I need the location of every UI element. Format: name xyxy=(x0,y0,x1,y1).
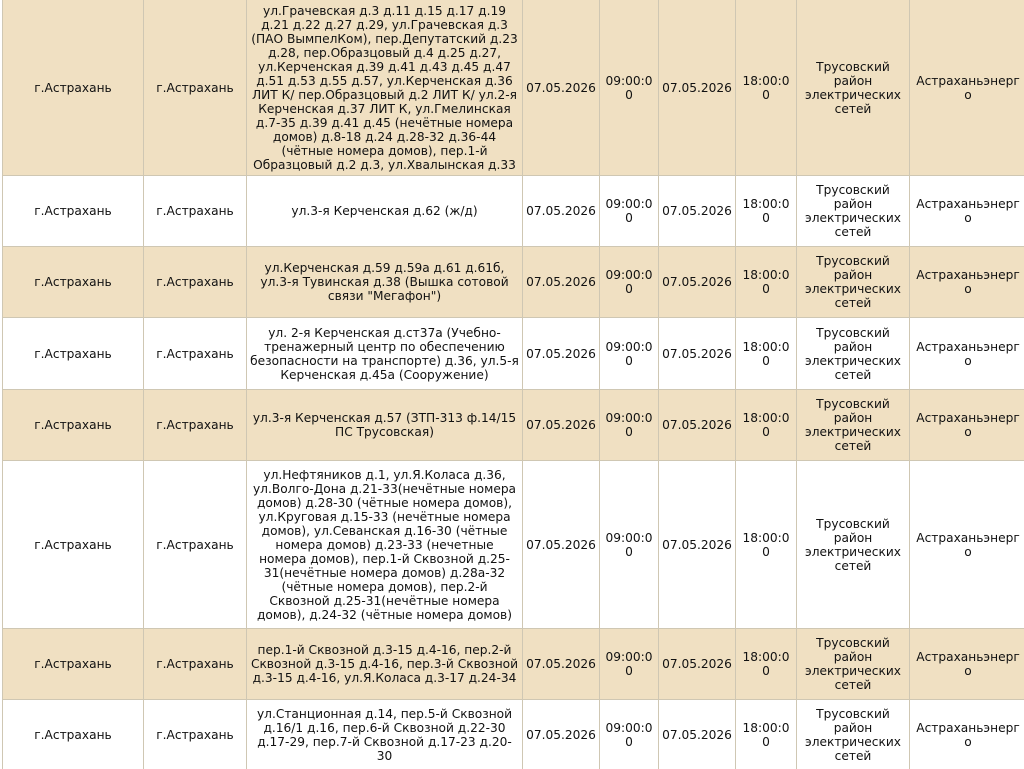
locality-cell: г.Астрахань xyxy=(144,0,247,176)
start-date-cell: 07.05.2026 xyxy=(523,247,600,318)
end-time-cell: 18:00:00 xyxy=(736,461,797,629)
district-cell: Трусовский район электрических сетей xyxy=(797,461,910,629)
locality-cell: г.Астрахань xyxy=(144,629,247,700)
region-cell: г.Астрахань xyxy=(3,629,144,700)
district-cell: Трусовский район электрических сетей xyxy=(797,318,910,390)
start-time-cell: 09:00:00 xyxy=(600,318,659,390)
region-cell: г.Астрахань xyxy=(3,390,144,461)
end-time-cell: 18:00:00 xyxy=(736,318,797,390)
start-time-cell: 09:00:00 xyxy=(600,390,659,461)
address-cell: ул.Станционная д.14, пер.5-й Сквозной д.16/1 д.16, пер.6-й Сквозной д.22-30 д.17-29, пер.7-й Сквозной д.17-23 д.20-30 xyxy=(247,700,523,769)
end-date-cell: 07.05.2026 xyxy=(659,700,736,769)
end-time-cell: 18:00:00 xyxy=(736,0,797,176)
start-time-cell: 09:00:00 xyxy=(600,461,659,629)
table-row xyxy=(3,390,1024,461)
address-cell: пер.1-й Сквозной д.3-15 д.4-16, пер.2-й Сквозной д.3-15 д.4-16, пер.3-й Сквозной д.3-15 д.4-16, ул.Я.Коласа д.3-17 д.24-34 xyxy=(247,629,523,700)
locality-cell: г.Астрахань xyxy=(144,176,247,247)
table-body xyxy=(3,0,1024,769)
outage-schedule-table xyxy=(2,0,1024,769)
table-row xyxy=(3,700,1024,769)
company-cell: Астраханьэнерго xyxy=(910,461,1024,629)
start-date-cell: 07.05.2026 xyxy=(523,629,600,700)
end-date-cell: 07.05.2026 xyxy=(659,629,736,700)
end-time-cell: 18:00:00 xyxy=(736,176,797,247)
start-time-cell: 09:00:00 xyxy=(600,629,659,700)
address-cell: ул.Грачевская д.3 д.11 д.15 д.17 д.19 д.21 д.22 д.27 д.29, ул.Грачевская д.3 (ПАО ВымпелКом), пер.Депутатский д.23 д.28, пер.Образцовый д.4 д.25 д.27, ул.Керченская д.39 д.41 д.43 д.45 д.47 д.51 д.53 д.55 д.57, ул.Керченская д.36 ЛИТ К/ пер.Образцовый д.2 ЛИТ К/ ул.2-я Керченская д.37 ЛИТ К, ул.Гмелинская д.7-35 д.39 д.41 д.45 (нечётные номера домов) д.8-18 д.24 д.28-32 д.36-44 (чётные номера домов), пер.1-й Образцовый д.2 д.3, ул.Хвалынская д.33 xyxy=(247,0,523,176)
start-date-cell: 07.05.2026 xyxy=(523,0,600,176)
start-time-cell: 09:00:00 xyxy=(600,176,659,247)
region-cell: г.Астрахань xyxy=(3,247,144,318)
locality-cell: г.Астрахань xyxy=(144,318,247,390)
address-cell: ул.3-я Керченская д.57 (ЗТП-313 ф.14/15 ПС Трусовская) xyxy=(247,390,523,461)
locality-cell: г.Астрахань xyxy=(144,700,247,769)
company-cell: Астраханьэнерго xyxy=(910,318,1024,390)
address-cell: ул.Керченская д.59 д.59а д.61 д.61б, ул.3-я Тувинская д.38 (Вышка сотовой связи "Мегафон") xyxy=(247,247,523,318)
start-date-cell: 07.05.2026 xyxy=(523,700,600,769)
region-cell: г.Астрахань xyxy=(3,461,144,629)
company-cell: Астраханьэнерго xyxy=(910,0,1024,176)
end-date-cell: 07.05.2026 xyxy=(659,176,736,247)
region-cell: г.Астрахань xyxy=(3,0,144,176)
start-time-cell: 09:00:00 xyxy=(600,247,659,318)
start-date-cell: 07.05.2026 xyxy=(523,390,600,461)
end-date-cell: 07.05.2026 xyxy=(659,247,736,318)
end-date-cell: 07.05.2026 xyxy=(659,461,736,629)
district-cell: Трусовский район электрических сетей xyxy=(797,629,910,700)
district-cell: Трусовский район электрических сетей xyxy=(797,0,910,176)
company-cell: Астраханьэнерго xyxy=(910,629,1024,700)
end-date-cell: 07.05.2026 xyxy=(659,318,736,390)
end-time-cell: 18:00:00 xyxy=(736,390,797,461)
start-time-cell: 09:00:00 xyxy=(600,700,659,769)
end-time-cell: 18:00:00 xyxy=(736,247,797,318)
address-cell: ул.3-я Керченская д.62 (ж/д) xyxy=(247,176,523,247)
region-cell: г.Астрахань xyxy=(3,700,144,769)
region-cell: г.Астрахань xyxy=(3,176,144,247)
table-row xyxy=(3,318,1024,390)
table-row xyxy=(3,0,1024,176)
end-date-cell: 07.05.2026 xyxy=(659,0,736,176)
end-time-cell: 18:00:00 xyxy=(736,629,797,700)
company-cell: Астраханьэнерго xyxy=(910,176,1024,247)
district-cell: Трусовский район электрических сетей xyxy=(797,247,910,318)
district-cell: Трусовский район электрических сетей xyxy=(797,390,910,461)
table-row xyxy=(3,247,1024,318)
company-cell: Астраханьэнерго xyxy=(910,247,1024,318)
table-row xyxy=(3,461,1024,629)
locality-cell: г.Астрахань xyxy=(144,247,247,318)
company-cell: Астраханьэнерго xyxy=(910,390,1024,461)
region-cell: г.Астрахань xyxy=(3,318,144,390)
district-cell: Трусовский район электрических сетей xyxy=(797,176,910,247)
table-row xyxy=(3,629,1024,700)
start-date-cell: 07.05.2026 xyxy=(523,176,600,247)
table-row xyxy=(3,176,1024,247)
locality-cell: г.Астрахань xyxy=(144,390,247,461)
start-date-cell: 07.05.2026 xyxy=(523,318,600,390)
company-cell: Астраханьэнерго xyxy=(910,700,1024,769)
end-date-cell: 07.05.2026 xyxy=(659,390,736,461)
start-date-cell: 07.05.2026 xyxy=(523,461,600,629)
district-cell: Трусовский район электрических сетей xyxy=(797,700,910,769)
address-cell: ул.Нефтяников д.1, ул.Я.Коласа д.36, ул.Волго-Дона д.21-33(нечётные номера домов) д.28-30 (чётные номера домов), ул.Круговая д.15-33 (нечётные номера домов), ул.Севанская д.16-30 (чётные номера домов) д.23-33 (нечетные номера домов), пер.1-й Сквозной д.25-31(нечётные номера домов) д.28а-32 (чётные номера домов), пер.2-й Сквозной д.25-31(нечётные номера домов), д.24-32 (чётные номера домов) xyxy=(247,461,523,629)
end-time-cell: 18:00:00 xyxy=(736,700,797,769)
start-time-cell: 09:00:00 xyxy=(600,0,659,176)
locality-cell: г.Астрахань xyxy=(144,461,247,629)
address-cell: ул. 2-я Керченская д.ст37а (Учебно-тренажерный центр по обеспечению безопасности на транспорте) д.36, ул.5-я Керченская д.45а (Сооружение) xyxy=(247,318,523,390)
